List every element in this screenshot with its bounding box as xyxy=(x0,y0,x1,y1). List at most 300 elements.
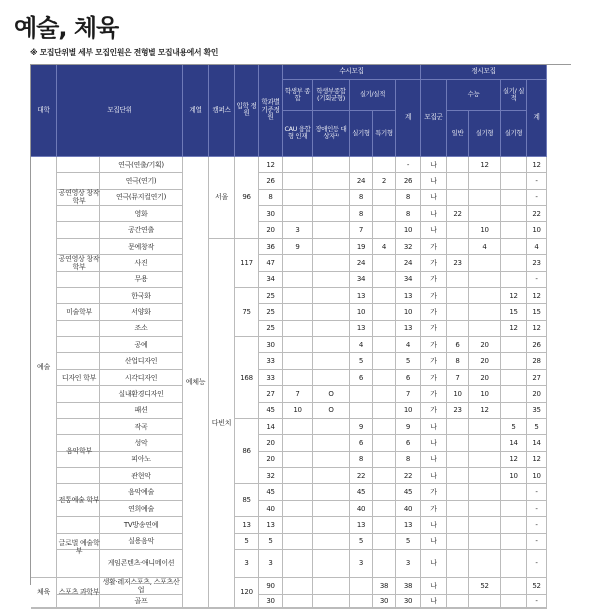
special-type-cell xyxy=(373,534,396,550)
suneung-practical-cell xyxy=(469,206,501,222)
practical-cell: 14 xyxy=(501,435,527,451)
special-type-cell xyxy=(373,550,396,578)
jeongsi-sum-cell: - xyxy=(527,534,547,550)
practical-type-cell: 13 xyxy=(350,288,373,304)
base-quota-cell: 25 xyxy=(259,304,283,320)
practical-type-cell: 22 xyxy=(350,468,373,484)
general-cell xyxy=(447,595,469,608)
school-music: 음악학부 xyxy=(57,419,101,485)
balanced-cell xyxy=(313,272,350,288)
group-cell: 나 xyxy=(421,517,447,533)
practical-cell: 10 xyxy=(501,468,527,484)
header-disabled-etc: 장애인등 대상자¹⁾ xyxy=(313,111,350,157)
jeongsi-sum-cell: 10 xyxy=(527,468,547,484)
header-practical: 실기/ 실적 xyxy=(501,80,527,111)
special-type-cell xyxy=(373,222,396,238)
header-student-record-general: 학생부 종합 xyxy=(283,80,313,111)
practical-cell xyxy=(501,222,527,238)
suneung-practical-cell xyxy=(469,452,501,468)
balanced-cell: O xyxy=(313,386,350,402)
special-type-cell: 30 xyxy=(373,595,396,608)
practical-cell xyxy=(501,517,527,533)
practical-cell xyxy=(501,157,527,173)
header-college: 대학 xyxy=(31,65,57,157)
header-suneung: 수능 xyxy=(447,80,501,111)
practical-cell xyxy=(501,578,527,595)
balanced-cell xyxy=(313,501,350,517)
suneung-practical-cell xyxy=(469,550,501,578)
practical-cell xyxy=(501,484,527,500)
group-cell: 나 xyxy=(421,190,447,206)
general-cell: 23 xyxy=(447,403,469,419)
unit-name: 골프 xyxy=(99,595,182,607)
special-type-cell xyxy=(373,353,396,369)
practical-type-cell: 19 xyxy=(350,239,373,255)
suneung-practical-cell: 20 xyxy=(469,370,501,386)
unit-name: 성악 xyxy=(99,435,182,450)
jeongsi-sum-cell: 28 xyxy=(527,353,547,369)
unit-name: 실용음악 xyxy=(99,534,182,549)
jeongsi-sum-cell: - xyxy=(527,517,547,533)
jeongsi-sum-cell: 12 xyxy=(527,321,547,337)
school-global: 글로벌 예술학부 xyxy=(57,517,101,578)
unit-name: 영화 xyxy=(99,206,182,221)
group-cell: 가 xyxy=(421,321,447,337)
group-cell: 나 xyxy=(421,222,447,238)
unit-name: 연극(뮤지컬연기) xyxy=(99,190,182,205)
practical-cell xyxy=(501,337,527,353)
susi-sum-cell: 30 xyxy=(396,595,421,608)
unit-name: 게임콘텐츠·애니메이션 xyxy=(99,550,182,577)
special-type-cell: 38 xyxy=(373,578,396,595)
susi-sum-cell: 45 xyxy=(396,484,421,500)
jeongsi-sum-cell: 12 xyxy=(527,157,547,173)
admission-quota-cell: 13 xyxy=(235,517,259,533)
special-type-cell xyxy=(373,419,396,435)
practical-cell xyxy=(501,353,527,369)
cau-talent-cell xyxy=(283,288,313,304)
practical-type-cell: 3 xyxy=(350,550,373,578)
header-practical-type3: 실기형 xyxy=(501,111,527,157)
cau-talent-cell xyxy=(283,157,313,173)
practical-type-cell xyxy=(350,578,373,595)
special-type-cell xyxy=(373,255,396,271)
group-cell: 가 xyxy=(421,288,447,304)
special-type-cell: 4 xyxy=(373,239,396,255)
balanced-cell xyxy=(313,452,350,468)
base-quota-cell: 20 xyxy=(259,452,283,468)
header-student-record-balanced: 학생부종합 (기회균형) xyxy=(313,80,350,111)
balanced-cell xyxy=(313,484,350,500)
header-group: 모집군 xyxy=(421,80,447,157)
quota-design: 168 xyxy=(235,337,259,419)
base-quota-cell: 27 xyxy=(259,386,283,402)
practical-type-cell: 9 xyxy=(350,419,373,435)
susi-sum-cell: 38 xyxy=(396,578,421,595)
balanced-cell xyxy=(313,517,350,533)
unit-name: 연희예술 xyxy=(99,501,182,516)
balanced-cell xyxy=(313,206,350,222)
practical-cell: 15 xyxy=(501,304,527,320)
group-cell: 나 xyxy=(421,550,447,578)
unit-name: 패션 xyxy=(99,403,182,418)
cau-talent-cell xyxy=(283,484,313,500)
practical-type-cell xyxy=(350,403,373,419)
general-cell xyxy=(447,419,469,435)
group-cell: 나 xyxy=(421,578,447,595)
special-type-cell xyxy=(373,190,396,206)
suneung-practical-cell xyxy=(469,173,501,189)
practical-cell xyxy=(501,370,527,386)
susi-sum-cell: 8 xyxy=(396,206,421,222)
practical-type-cell: 5 xyxy=(350,353,373,369)
base-quota-cell: 14 xyxy=(259,419,283,435)
unit-name: 관현악 xyxy=(99,468,182,483)
balanced-cell xyxy=(313,321,350,337)
susi-sum-cell: 10 xyxy=(396,403,421,419)
general-cell: 22 xyxy=(447,206,469,222)
jeongsi-sum-cell: 23 xyxy=(527,255,547,271)
suneung-practical-cell xyxy=(469,419,501,435)
jeongsi-sum-cell: 12 xyxy=(527,452,547,468)
special-type-cell xyxy=(373,435,396,451)
practical-cell xyxy=(501,239,527,255)
unit-name: 생활·레저스포츠, 스포츠산업 xyxy=(99,578,182,594)
special-type-cell xyxy=(373,501,396,517)
susi-sum-cell: 8 xyxy=(396,190,421,206)
general-cell xyxy=(447,484,469,500)
group-cell: 가 xyxy=(421,370,447,386)
base-quota-cell: 13 xyxy=(259,517,283,533)
practical-cell: 12 xyxy=(501,321,527,337)
unit-name: 문예창작 xyxy=(99,239,182,254)
cau-talent-cell xyxy=(283,419,313,435)
practical-cell: 12 xyxy=(501,288,527,304)
suneung-practical-cell: 12 xyxy=(469,157,501,173)
general-cell: 8 xyxy=(447,353,469,369)
group-cell: 나 xyxy=(421,468,447,484)
suneung-practical-cell xyxy=(469,190,501,206)
quota-music: 86 xyxy=(235,419,259,485)
base-quota-cell: 20 xyxy=(259,222,283,238)
practical-cell xyxy=(501,255,527,271)
practical-type-cell: 45 xyxy=(350,484,373,500)
balanced-cell xyxy=(313,534,350,550)
group-cell: 나 xyxy=(421,595,447,608)
balanced-cell xyxy=(313,173,350,189)
school-perf1: 공연영상 창작학부 xyxy=(57,157,101,239)
practical-cell xyxy=(501,206,527,222)
group-cell: 나 xyxy=(421,534,447,550)
practical-cell xyxy=(501,173,527,189)
cau-talent-cell xyxy=(283,452,313,468)
general-cell xyxy=(447,304,469,320)
practical-cell xyxy=(501,386,527,402)
susi-sum-cell: 4 xyxy=(396,337,421,353)
balanced-cell xyxy=(313,578,350,595)
suneung-practical-cell xyxy=(469,501,501,517)
unit-name: TV방송연예 xyxy=(99,517,182,532)
practical-cell: 5 xyxy=(501,419,527,435)
practical-cell xyxy=(501,501,527,517)
header-track: 계열 xyxy=(183,65,209,157)
balanced-cell xyxy=(313,288,350,304)
special-type-cell xyxy=(373,288,396,304)
jeongsi-sum-cell: - xyxy=(527,484,547,500)
general-cell xyxy=(447,501,469,517)
unit-name: 사진 xyxy=(99,255,182,270)
header-practical-type: 실기형 xyxy=(350,111,373,157)
header-jeongsi: 정시모집 xyxy=(421,65,547,80)
base-quota-cell: 47 xyxy=(259,255,283,271)
balanced-cell xyxy=(313,190,350,206)
special-type-cell xyxy=(373,321,396,337)
college-art: 예술 xyxy=(31,157,57,578)
practical-type-cell: 8 xyxy=(350,206,373,222)
susi-sum-cell: 13 xyxy=(396,288,421,304)
cau-talent-cell xyxy=(283,321,313,337)
practical-type-cell: 13 xyxy=(350,321,373,337)
base-quota-cell: 5 xyxy=(259,534,283,550)
group-cell: 가 xyxy=(421,255,447,271)
general-cell xyxy=(447,239,469,255)
balanced-cell xyxy=(313,550,350,578)
practical-type-cell: 4 xyxy=(350,337,373,353)
school-fine: 미술학부 xyxy=(57,288,101,337)
jeongsi-sum-cell: 52 xyxy=(527,578,547,595)
jeongsi-sum-cell: 12 xyxy=(527,288,547,304)
practical-type-cell xyxy=(350,595,373,608)
jeongsi-sum-cell: - xyxy=(527,550,547,578)
balanced-cell: O xyxy=(313,403,350,419)
header-practical-type2: 실기형 xyxy=(469,111,501,157)
unit-name: 무용 xyxy=(99,272,182,287)
base-quota-cell: 30 xyxy=(259,206,283,222)
practical-type-cell: 6 xyxy=(350,370,373,386)
header-unit: 모집단위 xyxy=(57,65,183,157)
cau-talent-cell: 10 xyxy=(283,403,313,419)
cau-talent-cell xyxy=(283,337,313,353)
header-campus: 캠퍼스 xyxy=(209,65,235,157)
jeongsi-sum-cell: - xyxy=(527,595,547,608)
susi-sum-cell: 40 xyxy=(396,501,421,517)
base-quota-cell: 32 xyxy=(259,468,283,484)
balanced-cell xyxy=(313,595,350,608)
jeongsi-sum-cell: 20 xyxy=(527,386,547,402)
cau-talent-cell xyxy=(283,255,313,271)
practical-type-cell: 40 xyxy=(350,501,373,517)
jeongsi-sum-cell: - xyxy=(527,190,547,206)
cau-talent-cell xyxy=(283,517,313,533)
base-quota-cell: 30 xyxy=(259,337,283,353)
jeongsi-sum-cell: 10 xyxy=(527,222,547,238)
special-type-cell xyxy=(373,337,396,353)
group-cell: 가 xyxy=(421,304,447,320)
admission-quota-cell: 3 xyxy=(235,550,259,578)
unit-name: 한국화 xyxy=(99,288,182,303)
admission-quota-cell: 5 xyxy=(235,534,259,550)
practical-type-cell: 8 xyxy=(350,190,373,206)
group-cell: 나 xyxy=(421,206,447,222)
susi-sum-cell: 13 xyxy=(396,517,421,533)
base-quota-cell: 20 xyxy=(259,435,283,451)
general-cell xyxy=(447,288,469,304)
unit-name: 연극(연기) xyxy=(99,173,182,188)
general-cell xyxy=(447,517,469,533)
header-cau-talent: CAU 융합형 인재 xyxy=(283,111,313,157)
practical-cell xyxy=(501,403,527,419)
track-art-sports: 예체능 xyxy=(183,157,209,608)
cau-talent-cell xyxy=(283,304,313,320)
group-cell: 가 xyxy=(421,501,447,517)
quota-perf2: 117 xyxy=(235,239,259,288)
practical-type-cell: 6 xyxy=(350,435,373,451)
base-quota-cell: 3 xyxy=(259,550,283,578)
balanced-cell xyxy=(313,304,350,320)
cau-talent-cell xyxy=(283,370,313,386)
special-type-cell xyxy=(373,484,396,500)
base-quota-cell: 25 xyxy=(259,321,283,337)
practical-cell xyxy=(501,534,527,550)
balanced-cell xyxy=(313,337,350,353)
susi-sum-cell: 5 xyxy=(396,534,421,550)
school-perf2: 공연영상 창작학부 xyxy=(57,239,101,288)
unit-name: 조소 xyxy=(99,321,182,336)
balanced-cell xyxy=(313,353,350,369)
balanced-cell xyxy=(313,157,350,173)
balanced-cell xyxy=(313,435,350,451)
special-type-cell xyxy=(373,452,396,468)
header-jeongsi-sum: 계 xyxy=(527,80,547,157)
jeongsi-sum-cell: 14 xyxy=(527,435,547,451)
practical-type-cell xyxy=(350,157,373,173)
susi-sum-cell: 3 xyxy=(396,550,421,578)
special-type-cell xyxy=(373,386,396,402)
balanced-cell xyxy=(313,255,350,271)
suneung-practical-cell: 12 xyxy=(469,403,501,419)
base-quota-cell: 40 xyxy=(259,501,283,517)
base-quota-cell: 33 xyxy=(259,353,283,369)
susi-sum-cell: 26 xyxy=(396,173,421,189)
cau-talent-cell: 9 xyxy=(283,239,313,255)
cau-talent-cell xyxy=(283,501,313,517)
campus-daedeok: 다빈치 xyxy=(209,239,235,608)
quota-seoul: 96 xyxy=(235,157,259,239)
practical-cell xyxy=(501,272,527,288)
balanced-cell xyxy=(313,239,350,255)
cau-talent-cell xyxy=(283,468,313,484)
suneung-practical-cell xyxy=(469,468,501,484)
general-cell xyxy=(447,173,469,189)
special-type-cell: 2 xyxy=(373,173,396,189)
unit-name: 음악예술 xyxy=(99,484,182,499)
suneung-practical-cell: 20 xyxy=(469,353,501,369)
base-quota-cell: 34 xyxy=(259,272,283,288)
base-quota-cell: 45 xyxy=(259,403,283,419)
suneung-practical-cell: 10 xyxy=(469,386,501,402)
jeongsi-sum-cell: 15 xyxy=(527,304,547,320)
header-dept-base-quota: 학과별 기준정원 xyxy=(259,65,283,157)
header-general: 일반 xyxy=(447,111,469,157)
cau-talent-cell xyxy=(283,272,313,288)
suneung-practical-cell xyxy=(469,484,501,500)
unit-name: 공예 xyxy=(99,337,182,352)
header-admission-quota: 입학 정원 xyxy=(235,65,259,157)
general-cell xyxy=(447,578,469,595)
suneung-practical-cell xyxy=(469,288,501,304)
special-type-cell xyxy=(373,157,396,173)
unit-name: 피아노 xyxy=(99,452,182,467)
unit-name: 연극(연출/기획) xyxy=(99,157,182,172)
school-sports: 스포츠 과학부 xyxy=(57,578,101,608)
suneung-practical-cell: 52 xyxy=(469,578,501,595)
practical-cell xyxy=(501,190,527,206)
quota-sports: 120 xyxy=(235,578,259,608)
general-cell xyxy=(447,222,469,238)
group-cell: 나 xyxy=(421,435,447,451)
college-sports: 체육 xyxy=(31,578,57,608)
special-type-cell xyxy=(373,272,396,288)
jeongsi-sum-cell: 27 xyxy=(527,370,547,386)
suneung-practical-cell xyxy=(469,534,501,550)
cau-talent-cell xyxy=(283,534,313,550)
susi-sum-cell: 32 xyxy=(396,239,421,255)
cau-talent-cell: 7 xyxy=(283,386,313,402)
unit-name: 서양화 xyxy=(99,304,182,319)
general-cell xyxy=(447,534,469,550)
practical-type-cell: 24 xyxy=(350,255,373,271)
base-quota-cell: 90 xyxy=(259,578,283,595)
base-quota-cell: 8 xyxy=(259,190,283,206)
suneung-practical-cell xyxy=(469,321,501,337)
suneung-practical-cell xyxy=(469,255,501,271)
unit-name: 산업디자인 xyxy=(99,353,182,368)
jeongsi-sum-cell: 22 xyxy=(527,206,547,222)
general-cell: 6 xyxy=(447,337,469,353)
susi-sum-cell: 13 xyxy=(396,321,421,337)
cau-talent-cell xyxy=(283,206,313,222)
special-type-cell xyxy=(373,370,396,386)
school-design: 디자인 학부 xyxy=(57,337,101,419)
group-cell: 나 xyxy=(421,157,447,173)
unit-name: 실내환경디자인 xyxy=(99,386,182,401)
balanced-cell xyxy=(313,222,350,238)
general-cell xyxy=(447,452,469,468)
page-title: 예술, 체육 xyxy=(14,14,119,42)
practical-type-cell: 34 xyxy=(350,272,373,288)
general-cell xyxy=(447,468,469,484)
general-cell xyxy=(447,157,469,173)
header-susi: 수시모집 xyxy=(283,65,421,80)
header-special-type: 특기형 xyxy=(373,111,396,157)
balanced-cell xyxy=(313,419,350,435)
general-cell xyxy=(447,272,469,288)
group-cell: 가 xyxy=(421,484,447,500)
jeongsi-sum-cell: - xyxy=(527,501,547,517)
susi-sum-cell: 10 xyxy=(396,222,421,238)
base-quota-cell: 12 xyxy=(259,157,283,173)
practical-type-cell xyxy=(350,386,373,402)
jeongsi-sum-cell: - xyxy=(527,272,547,288)
note-text: ※ 모집단위별 세부 모집인원은 전형별 모집내용에서 확인 xyxy=(30,48,219,57)
school-trad: 전통예술 학부 xyxy=(57,484,101,517)
special-type-cell xyxy=(373,517,396,533)
balanced-cell xyxy=(313,370,350,386)
group-cell: 나 xyxy=(421,173,447,189)
cau-talent-cell xyxy=(283,550,313,578)
cau-talent-cell xyxy=(283,578,313,595)
special-type-cell xyxy=(373,468,396,484)
